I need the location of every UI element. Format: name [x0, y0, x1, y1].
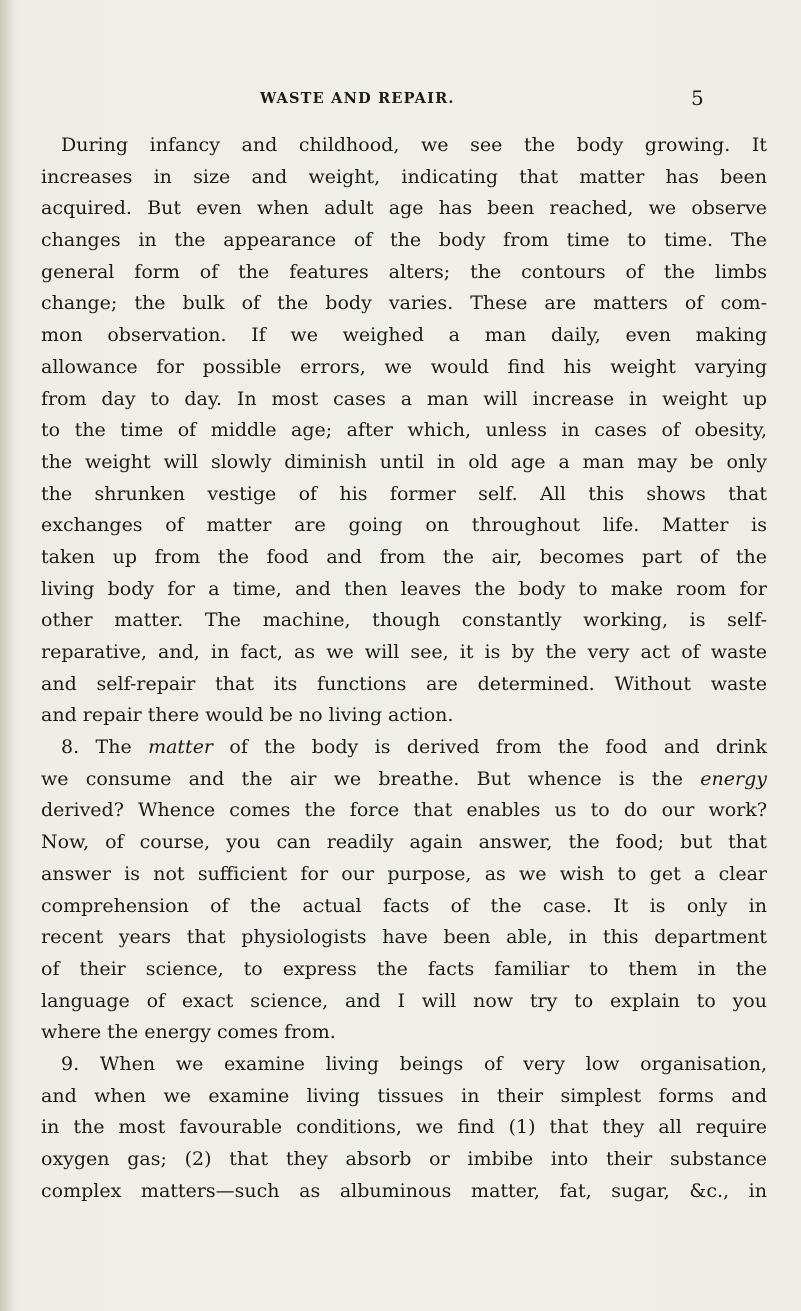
text-line: mon observation. If we weighed a man daily, even making: [41, 324, 767, 347]
text-line: change; the bulk of the body varies. These are matters of com-: [41, 292, 767, 315]
text-line: changes in the appearance of the body from time to time. The: [41, 229, 767, 252]
text-line: [41, 1049, 767, 1081]
text-line: where the energy comes from.: [41, 1021, 336, 1044]
text-line: general form of the features alters; the contours of the limbs: [41, 260, 767, 283]
section-number: 9.: [61, 1052, 80, 1075]
text-line: living body for a time, and then leaves the body to make room for: [41, 577, 767, 600]
paragraph-section-9: [41, 1049, 767, 1207]
text-line: answer is not sufficient for our purpose, as we wish to get a clear: [41, 862, 767, 885]
text-line: acquired. But even when adult age has been reached, we observe: [41, 197, 767, 220]
text-line: [41, 764, 767, 796]
text-line: Now, of course, you can readily again answer, the food; but that: [41, 831, 767, 854]
text-line: taken up from the food and from the air, becomes part of the: [41, 545, 767, 568]
text-line: [41, 732, 767, 764]
text-line: and repair there would be no living action.: [41, 704, 454, 727]
text-run: we consume and the air we breathe. But whence is the: [41, 767, 701, 790]
body-text: [41, 130, 767, 1207]
text-line: language of exact science, and I will now try to explain to you: [41, 989, 767, 1012]
paragraph-1: [41, 130, 767, 732]
text-run: When we examine living beings of very low organisation,: [99, 1052, 767, 1075]
text-line: from day to day. In most cases a man will increase in weight up: [41, 387, 767, 410]
text-line: and when we examine living tissues in their simplest forms and: [41, 1084, 767, 1107]
text-line: reparative, and, in fact, as we will see, it is by the very act of waste: [41, 641, 767, 663]
italic-term-energy: energy: [700, 767, 767, 790]
page-number: 5: [691, 86, 704, 110]
running-title: WASTE AND REPAIR.: [260, 90, 455, 107]
running-header: [0, 86, 801, 112]
text-line: exchanges of matter are going on throughout life. Matter is: [41, 514, 767, 537]
text-line: complex matters—such as albuminous matter, fat, sugar, &c., in: [41, 1179, 767, 1202]
text-line: the shrunken vestige of his former self. All this shows that: [41, 482, 767, 505]
text-line: During infancy and childhood, we see the body growing. It: [61, 134, 767, 156]
text-line: comprehension of the actual facts of the case. It is only in: [41, 894, 767, 917]
text-line: of their science, to express the facts familiar to them in the: [41, 957, 767, 980]
text-line: other matter. The machine, though constantly working, is self-: [41, 609, 767, 632]
section-number: 8.: [61, 736, 80, 759]
text-line: to the time of middle age; after which, unless in cases of obesity,: [41, 419, 767, 442]
italic-term-matter: matter: [148, 736, 214, 759]
text-line: and self-repair that its functions are determined. Without waste: [41, 672, 767, 695]
binding-gutter-shadow: [0, 0, 14, 1311]
text-run: The: [95, 736, 149, 759]
text-line: the weight will slowly diminish until in old age a man may be only: [41, 450, 767, 473]
text-line: recent years that physiologists have been able, in this department: [41, 926, 767, 949]
text-run: of the body is derived from the food and drink: [213, 736, 768, 759]
text-line: in the most favourable conditions, we find (1) that they all require: [41, 1116, 767, 1139]
text-line: derived? Whence comes the force that enables us to do our work?: [41, 799, 767, 822]
paragraph-section-8: [41, 732, 767, 1049]
text-line: increases in size and weight, indicating that matter has been: [41, 165, 767, 188]
text-line: allowance for possible errors, we would find his weight varying: [41, 355, 767, 378]
text-line: oxygen gas; (2) that they absorb or imbibe into their substance: [41, 1148, 767, 1170]
